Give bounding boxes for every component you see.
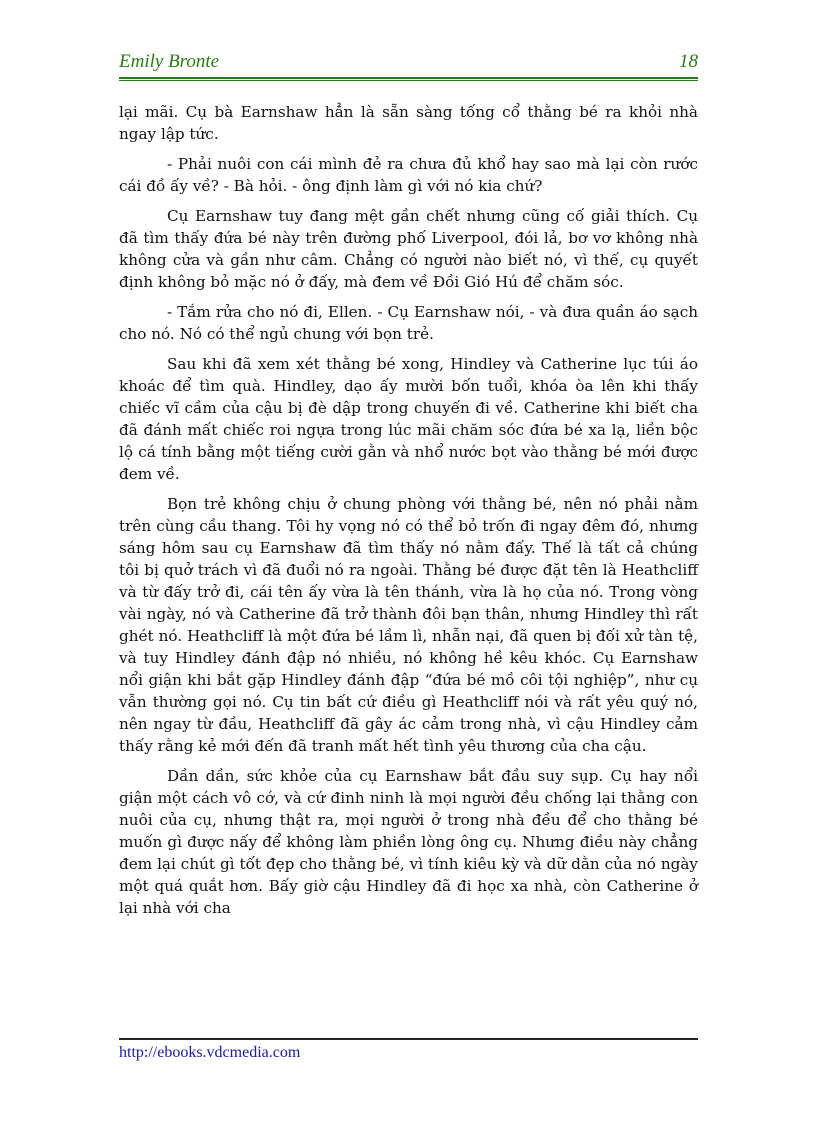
running-header [119,50,698,76]
paragraph: Cụ Earnshaw tuy đang mệt gần chết nhưng cũng cố giải thích. Cụ đã tìm thấy đứa bé này trên đường phố Liverpool, đói lả, bơ vơ không nhà không cửa và gần như câm. Chẳng có người nào biết nó, vì thế, cụ quyết định không bỏ mặc nó ở đấy, mà đem về Đồi Gió Hú để chăm sóc. [119,207,698,291]
paragraph: - Phải nuôi con cái mình đẻ ra chưa đủ khổ hay sao mà lại còn rước cái đồ ấy về? - Bà hỏi. - ông định làm gì với nó kia chứ? [119,155,698,195]
paragraph: Bọn trẻ không chịu ở chung phòng với thằng bé, nên nó phải nằm trên cùng cầu thang. Tôi hy vọng nó có thể bỏ trốn đi ngay đêm đó, nhưng sáng hôm sau cụ Earnshaw đã tìm thấy nó nằm đấy. Thế là tất cả chúng tôi bị quở trách vì đã đuổi nó ra ngoài. Thằng bé được đặt tên là Heathcliff và từ đấy trở đi, cái tên ấy vừa là tên thánh, vừa là họ của nó. Trong vòng vài ngày, nó và Catherine đã trở thành đôi bạn thân, nhưng Hindley thì rất ghét nó. Heathcliff là một đứa bé lầm lì, nhẫn nại, đã quen bị đối xử tàn tệ, và tuy Hindley đánh đập nó nhiều, nó không hề kêu khóc. Cụ Earnshaw nổi giận khi bắt gặp Hindley đánh đập “đứa bé mồ côi tội nghiệp”, như cụ vẫn thường gọi nó. Cụ tin bất cứ điều gì Heathcliff nói và rất yêu quý nó, nên ngay từ đầu, Heathcliff đã gây ác cảm trong nhà, vì cậu Hindley cảm thấy rằng kẻ mới đến đã tranh mất hết tình yêu thương của cha cậu. [119,495,698,755]
body-text [119,101,698,927]
paragraph: Sau khi đã xem xét thằng bé xong, Hindley và Catherine lục túi áo khoác để tìm quà. Hindley, dạo ấy mười bốn tuổi, khóa òa lên khi thấy chiếc vĩ cầm của cậu bị đè dập trong chuyến đi về. Catherine khi biết cha đã đánh mất chiếc roi ngựa trong lúc mãi chăm sóc đứa bé xa lạ, liền bộc lộ cá tính bằng một tiếng cười gằn và nhổ nước bọt vào thằng bé mới được đem về. [119,355,698,483]
paragraph: Dần dần, sức khỏe của cụ Earnshaw bắt đầu suy sụp. Cụ hay nổi giận một cách vô cớ, và cứ đinh ninh là mọi người đều chống lại thằng con nuôi của cụ, nhưng thật ra, mọi người ở trong nhà đều để cho thằng bé muốn gì được nấy để không làm phiền lòng ông cụ. Nhưng điều này chẳng đem lại chút gì tốt đẹp cho thằng bé, vì tính kiêu kỳ và dữ dằn của nó ngày một quá quắt hơn. Bấy giờ cậu Hindley đã đi học xa nhà, còn Catherine ở lại nhà với cha [119,767,698,917]
paragraph: lại mãi. Cụ bà Earnshaw hẳn là sẵn sàng tống cổ thằng bé ra khỏi nhà ngay lập tức. [119,103,698,143]
footer-divider [119,1038,698,1040]
footer-url-link[interactable]: http://ebooks.vdcmedia.com [119,1044,301,1061]
header-book-author: Emily Bronte [119,51,220,72]
header-divider [119,77,698,81]
paragraph: - Tắm rửa cho nó đi, Ellen. - Cụ Earnshaw nói, - và đưa quần áo sạch cho nó. Nó có thể ngủ chung với bọn trẻ. [119,303,698,343]
header-page-number: 18 [679,51,698,72]
